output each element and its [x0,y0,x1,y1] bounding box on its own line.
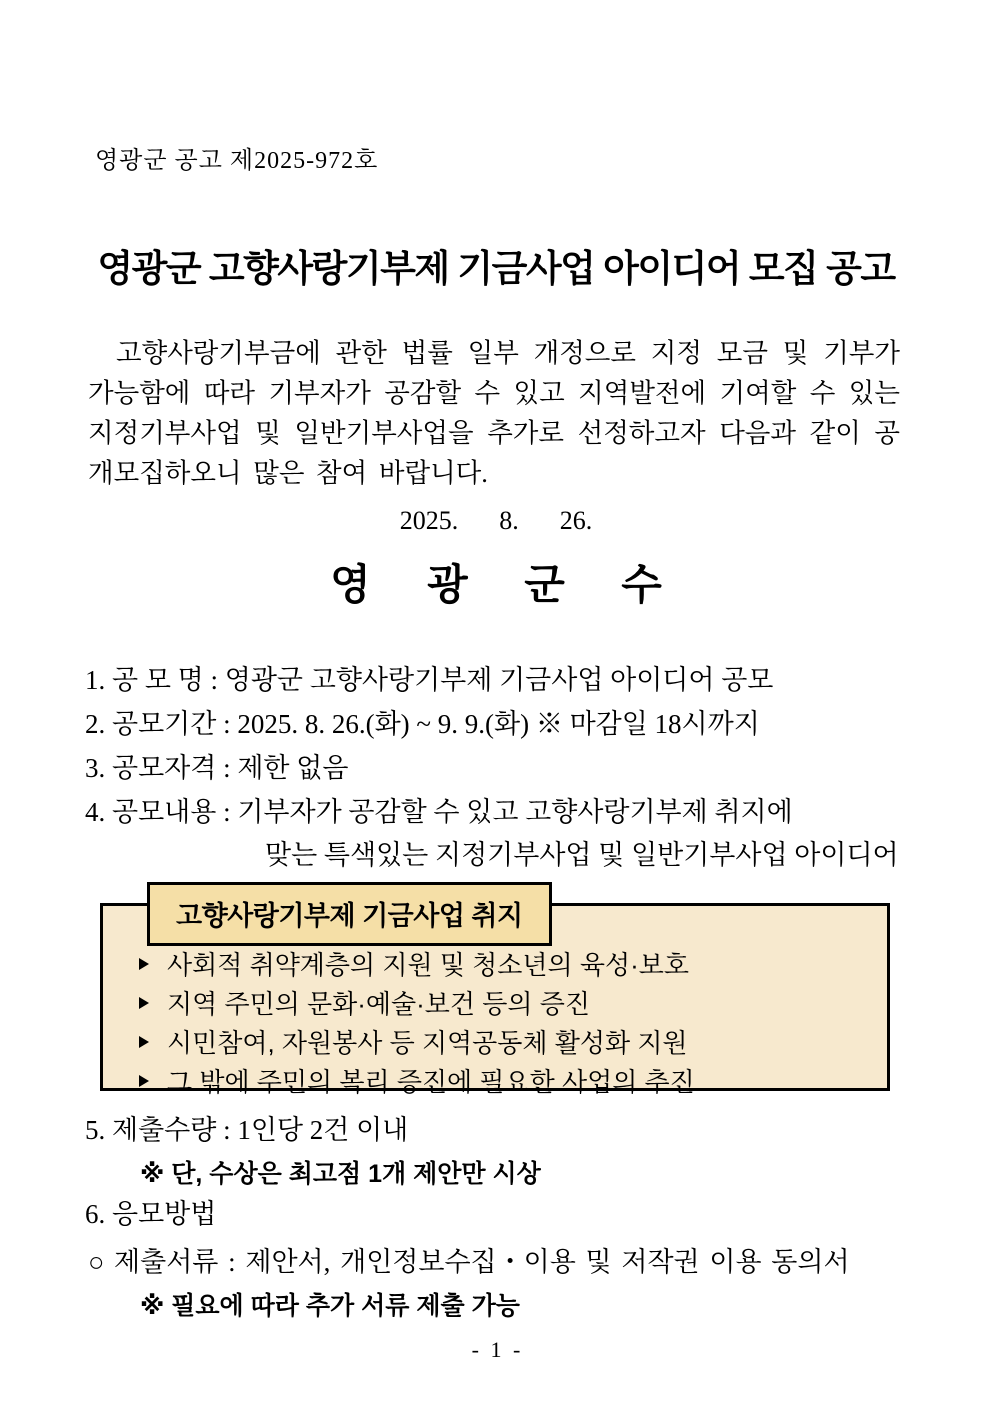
item-contest-content-line1: 4. 공모내용 : 기부자가 공감할 수 있고 고향사랑기부제 취지에 [85,797,793,827]
page-title: 영광군 고향사랑기부제 기금사업 아이디어 모집 공고 [97,248,895,289]
note-additional-documents: ※ 필요에 따라 추가 서류 제출 가능 [140,1292,520,1320]
purpose-box-title: 고향사랑기부제 기금사업 취지 [147,882,552,946]
doc-number: 영광군 공고 제2025-972호 [95,148,379,174]
bullet-text: 시민참여, 자원봉사 등 지역공동체 활성화 지원 [167,1028,688,1058]
page-number: - 1 - [471,1337,521,1362]
list-item [139,944,867,983]
intro-paragraph: 고향사랑기부금에 관한 법률 일부 개정으로 지정 모금 및 기부가 가능함에 따라 기부자가 공감할 수 있고 지역발전에 기여할 수 있는 지정기부사업 및 일반기부사업을 추가로 선정하고자 다음과 같이 공개모집하오니 많은 참여 바랍니다. [88,338,900,488]
item-contest-name: 1. 공 모 명 : 영광군 고향사랑기부제 기금사업 아이디어 공모 [85,665,774,695]
note-award-limit: ※ 단, 수상은 최고점 1개 제안만 시상 [140,1160,541,1188]
item-eligibility: 3. 공모자격 : 제한 없음 [85,753,349,783]
item-required-documents: ○ 제출서류 : 제안서, 개인정보수집・이용 및 저작권 이용 동의서 [88,1247,850,1277]
bullet-text: 지역 주민의 문화·예술·보건 등의 증진 [167,989,590,1019]
bullet-text: 사회적 취약계층의 지원 및 청소년의 육성·보호 [167,950,689,980]
item-submission-quantity: 5. 제출수량 : 1인당 2건 이내 [85,1115,409,1145]
purpose-bullet-list [139,944,867,1100]
item-application-method: 6. 응모방법 [85,1199,217,1229]
bullet-triangle-icon [139,958,149,970]
issuer-signature: 영 광 군 수 [330,563,662,609]
bullet-text: 그 밖에 주민의 복리 증진에 필요한 사업의 추진 [167,1067,695,1097]
list-item [139,1061,867,1100]
item-contest-content-line2: 맞는 특색있는 지정기부사업 및 일반기부사업 아이디어 [265,840,899,870]
purpose-box [100,901,890,1097]
bullet-triangle-icon [139,1036,149,1048]
list-item [139,1022,867,1061]
list-item [139,983,867,1022]
notice-date: 2025. 8. 26. [399,506,593,535]
item-contest-period: 2. 공모기간 : 2025. 8. 26.(화) ~ 9. 9.(화) ※ 마감일 18시까지 [85,709,760,739]
bullet-triangle-icon [139,997,149,1009]
bullet-triangle-icon [139,1075,149,1087]
